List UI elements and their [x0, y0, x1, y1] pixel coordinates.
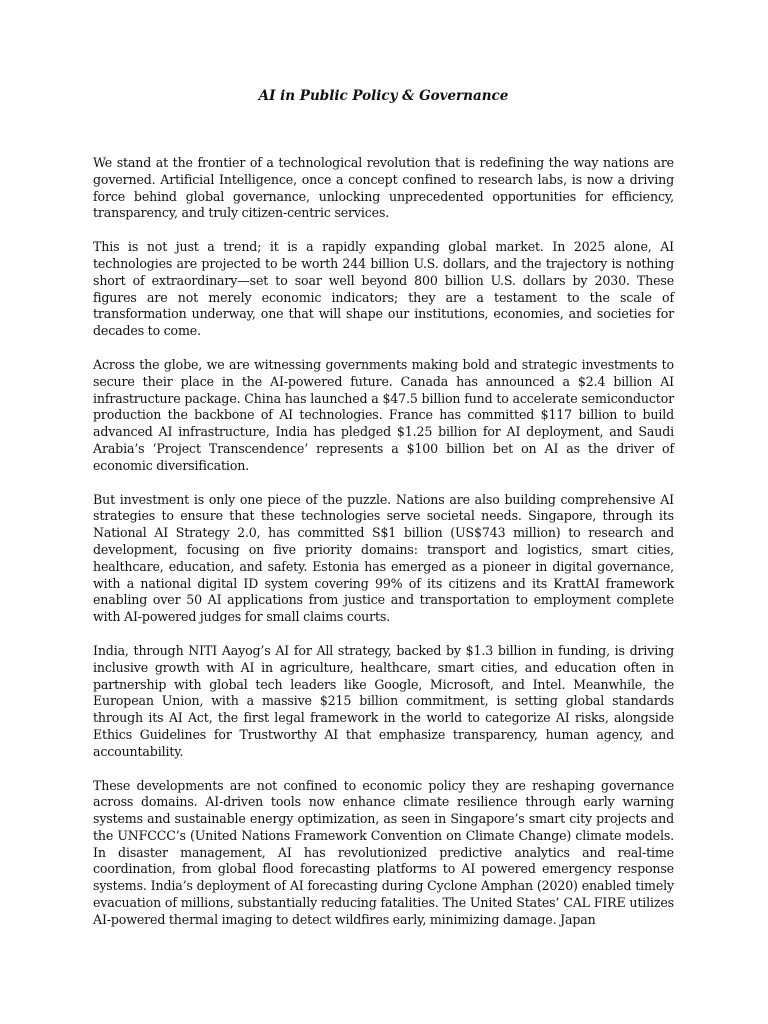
paragraph-intro: We stand at the frontier of a technological revolution that is redefining the way nations are governed. Artificial Intelligence, once a concept confined to research labs, is now a driving force behind global governance, unlocking unprecedented opportunities for efficiency, transparency, and truly citizen-centric services.	[93, 155, 674, 221]
paragraph-market: This is not just a trend; it is a rapidly expanding global market. In 2025 alone, AI technologies are projected to be worth 244 billion U.S. dollars, and the trajectory is nothing short of extraordinary—set to soar well beyond 800 billion U.S. dollars by 2030. These figures are not merely economic indicators; they are a testament to the scale of transformation underway, one that will shape our institutions, economies, and societies for decades to come.	[93, 239, 674, 339]
paragraph-india-eu: India, through NITI Aayog’s AI for All strategy, backed by $1.3 billion in funding, is driving inclusive growth with AI in agriculture, healthcare, smart cities, and education often in partnership with global tech leaders like Google, Microsoft, and Intel. Meanwhile, the European Union, with a massive $215 billion commitment, is setting global standards through its AI Act, the first legal framework in the world to categorize AI risks, alongside Ethics Guidelines for Trustworthy AI that emphasize transparency, human agency, and accountability.	[93, 642, 674, 759]
paragraph-strategies: But investment is only one piece of the puzzle. Nations are also building comprehensive AI strategies to ensure that these technologies serve societal needs. Singapore, through its National AI Strategy 2.0, has committed S$1 billion (US$743 million) to research and development, focusing on five priority domains: transport and logistics, smart cities, healthcare, education, and safety. Estonia has emerged as a pioneer in digital governance, with a national digital ID system covering 99% of its citizens and its KrattAI framework enabling over 50 AI applications from justice and transportation to employment complete with AI-powered judges for small claims courts.	[93, 491, 674, 625]
paragraph-governance-domains: These developments are not confined to economic policy they are reshaping governance across domains. AI-driven tools now enhance climate resilience through early warning systems and sustainable energy optimization, as seen in Singapore’s smart city projects and the UNFCCC’s (United Nations Framework Convention on Climate Change) climate models. In disaster management, AI has revolutionized predictive analytics and real-time coordination, from global flood forecasting platforms to AI powered emergency response systems. India’s deployment of AI forecasting during Cyclone Amphan (2020) enabled timely evacuation of millions, substantially reducing fatalities. The United States’ CAL FIRE utilizes AI-powered thermal imaging to detect wildfires early, minimizing damage. Japan	[93, 777, 674, 927]
document-title: AI in Public Policy & Governance	[258, 88, 509, 104]
paragraph-investments: Across the globe, we are witnessing governments making bold and strategic investments to secure their place in the AI-powered future. Canada has announced a $2.4 billion AI infrastructure package. China has launched a $47.5 billion fund to accelerate semiconductor production the backbone of AI technologies. France has committed $117 billion to build advanced AI infrastructure, India has pledged $1.25 billion for AI deployment, and Saudi Arabia’s ‘Project Transcendence’ represents a $100 billion bet on AI as the driver of economic diversification.	[93, 356, 674, 473]
